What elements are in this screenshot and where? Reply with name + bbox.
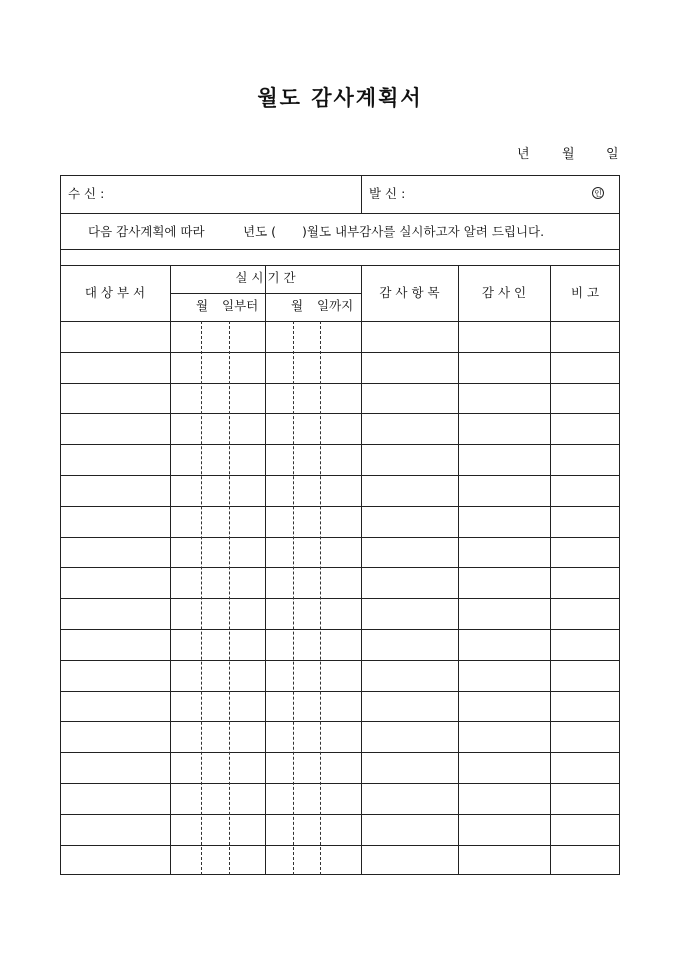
divider-line [60,265,620,266]
table-row-line [60,598,620,599]
divider-line [60,249,620,250]
notice-text-1: 다음 감사계획에 따라 [88,224,205,239]
period-end-day: 일까지 [317,298,354,313]
table-row-line [60,752,620,753]
notice-text-2: 년도 ( [243,224,277,239]
table-header-bottom [60,321,620,322]
table-row-line [60,413,620,414]
table-row-line [60,567,620,568]
table-row-line [60,783,620,784]
column-header-audit-item: 감 사 항 목 [379,285,440,300]
table-row-line [60,537,620,538]
column-header-note: 비 고 [570,285,600,300]
table-row-line [60,352,620,353]
notice-text-3: )월도 내부감사를 실시하고자 알려 드립니다. [302,224,545,239]
sender-label: 발 신 : [369,186,406,201]
period-end-month: 월 [291,298,304,313]
table-column-line [265,265,266,875]
period-start-day: 일부터 [222,298,259,313]
table-column-line [550,265,551,875]
table-dashed-line [320,321,321,875]
column-header-target-dept: 대 상 부 서 [84,285,146,300]
table-row-line [60,814,620,815]
table-dashed-line [201,321,202,875]
divider-line [60,213,620,214]
column-header-period: 실 시 기 간 [235,270,296,285]
table-row-line [60,383,620,384]
recipient-label: 수 신 : [68,186,105,201]
table-row-line [60,629,620,630]
table-dashed-line [229,321,230,875]
table-column-line [458,265,459,875]
table-row-line [60,845,620,846]
table-row-line [60,444,620,445]
document-title: 월도 감사계획서 [257,85,423,110]
table-row-line [60,475,620,476]
table-dashed-line [293,321,294,875]
date-month: 월 [562,147,575,162]
column-header-auditor: 감 사 인 [481,285,527,300]
seal-mark: 인 [592,187,604,199]
table-row-line [60,721,620,722]
period-start-month: 월 [196,298,209,313]
header-divider [361,175,362,213]
table-row-line [60,660,620,661]
table-row-line [60,506,620,507]
date-year: 년 [517,147,530,162]
table-column-line [170,265,171,875]
date-day: 일 [606,147,619,162]
table-row-line [60,691,620,692]
table-column-line [361,265,362,875]
